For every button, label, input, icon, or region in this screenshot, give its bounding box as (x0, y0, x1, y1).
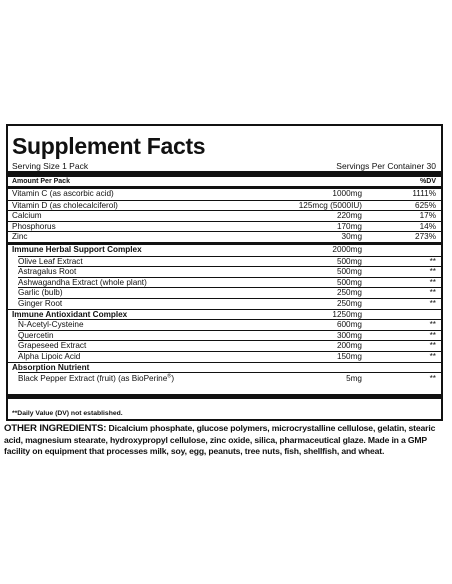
ingredient-amount: 5mg (346, 374, 362, 384)
blend-header-row (8, 245, 441, 256)
ingredient-dv: ** (429, 277, 436, 287)
ingredient-name: Ginger Root (18, 299, 63, 308)
registered-mark: ® (167, 373, 172, 380)
blend-name: Immune Herbal Support Complex (12, 245, 142, 254)
ingredient-name: Ashwagandha Extract (whole plant) (18, 277, 147, 287)
ingredient-dv: ** (429, 320, 436, 330)
thick-rule (8, 171, 441, 177)
thick-rule (8, 394, 441, 399)
other-ingredients-text: Dicalcium phosphate, glucose polymers, microcrystalline cellulose, gelatin, stearic acid, magnesium stearate, hydroxypropyl cellulose, zinc oxide, silica, pharmaceutical glaze. Made in a GMP facility on equipment that processes milk, soy, egg, peanuts, tree nuts, fish, shellfish, and wheat. (4, 423, 436, 457)
blend-name: Immune Antioxidant Complex (12, 309, 128, 319)
ingredient-dv: ** (429, 341, 436, 351)
nutrient-dv: 1111% (412, 189, 436, 198)
ingredient-amount: 250mg (336, 299, 362, 308)
ingredient-name: Olive Leaf Extract (18, 256, 83, 266)
ingredient-dv: ** (429, 288, 436, 298)
amount-per-pack-header: Amount Per Pack (12, 178, 70, 185)
ingredient-name-close: ) (171, 374, 175, 384)
ingredient-name-text: Black Pepper Extract (fruit) (as BioPerine (18, 374, 168, 384)
ingredient-name: Grapeseed Extract (18, 341, 87, 351)
nutrient-name: Zinc (12, 232, 28, 242)
nutrient-name: Vitamin D (as cholecalciferol) (12, 200, 118, 210)
ingredient-amount: 500mg (336, 277, 362, 287)
ingredient-dv: ** (429, 299, 436, 308)
ingredient-name (18, 373, 174, 385)
nutrient-dv: 17% (419, 211, 436, 221)
ingredient-dv: ** (429, 256, 436, 266)
nutrient-name: Calcium (12, 211, 42, 221)
ingredient-amount: 600mg (336, 320, 362, 330)
ingredient-amount: 250mg (336, 288, 362, 298)
ingredient-name: Alpha Lipoic Acid (18, 352, 81, 361)
nutrient-name: Vitamin C (as ascorbic acid) (12, 189, 114, 198)
nutrient-amount: 125mcg (5000IU) (298, 200, 362, 210)
footnote: **Daily Value (DV) not established. (12, 410, 123, 417)
ingredient-amount: 300mg (336, 330, 362, 340)
nutrient-dv: 14% (419, 221, 436, 231)
blend-amount: 2000mg (332, 245, 362, 254)
ingredient-amount: 500mg (336, 267, 362, 277)
ingredient-dv: ** (429, 267, 436, 277)
supplement-facts-panel (6, 124, 443, 421)
nutrient-name: Phosphorus (12, 221, 56, 231)
blend-amount: 1250mg (332, 309, 362, 319)
dv-header: %DV (420, 178, 436, 185)
other-ingredients-label: OTHER INGREDIENTS: (4, 423, 107, 434)
nutrient-dv: 273% (415, 232, 436, 242)
ingredient-amount: 500mg (336, 256, 362, 266)
nutrient-amount: 30mg (341, 232, 362, 242)
other-ingredients (4, 423, 446, 458)
ingredient-row (18, 372, 441, 386)
nutrient-row (8, 189, 441, 200)
ingredient-name: Astragalus Root (18, 267, 77, 277)
blend-name: Absorption Nutrient (12, 362, 90, 372)
nutrient-dv: 625% (415, 200, 436, 210)
panel-title: Supplement Facts (12, 133, 206, 159)
ingredient-amount: 200mg (336, 341, 362, 351)
ingredient-name: N-Acetyl-Cysteine (18, 320, 84, 330)
ingredient-dv: ** (429, 352, 436, 361)
ingredient-name: Garlic (bulb) (18, 288, 63, 298)
servings-per-container: Servings Per Container 30 (336, 161, 436, 171)
ingredient-name: Quercetin (18, 330, 54, 340)
nutrient-amount: 1000mg (332, 189, 362, 198)
nutrient-amount: 220mg (336, 211, 362, 221)
serving-size: Serving Size 1 Pack (12, 161, 89, 171)
ingredient-dv: ** (429, 330, 436, 340)
nutrient-amount: 170mg (336, 221, 362, 231)
ingredient-amount: 150mg (336, 352, 362, 361)
ingredient-dv: ** (429, 374, 436, 384)
